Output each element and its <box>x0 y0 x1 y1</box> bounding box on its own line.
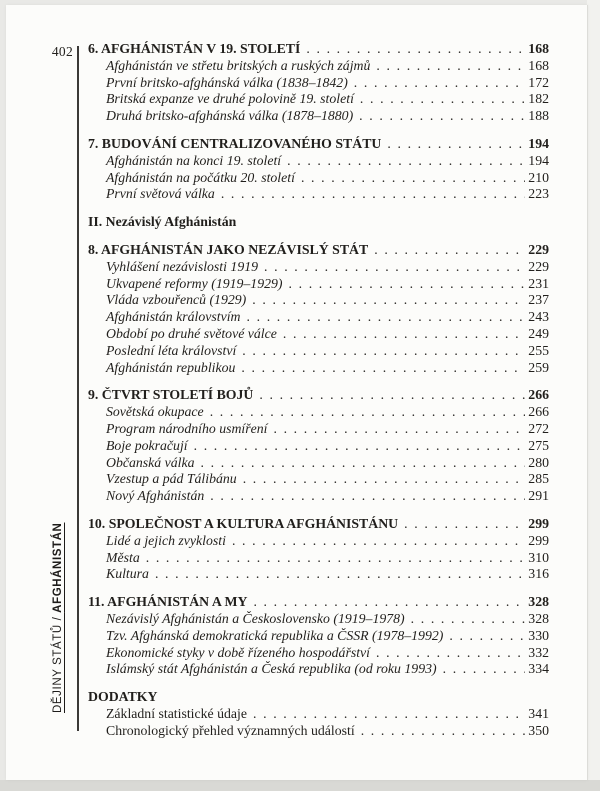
entry-row-label: Ekonomické styky v době řízeného hospodářství <box>106 644 370 660</box>
entry-row-page: 291 <box>528 488 549 504</box>
chapter-row-label: 10. SPOLEČNOST A KULTURA AFGHÁNISTÁNU <box>88 515 399 531</box>
toc <box>88 41 549 739</box>
entry-row-label: Vláda vzbouřenců (1929) <box>106 292 247 308</box>
dot-leader <box>354 75 526 92</box>
entry-row-page: 182 <box>528 91 549 107</box>
entry-row <box>88 550 549 567</box>
entry-row-label: Nový Afghánistán <box>106 488 205 504</box>
entry-row-label: Afghánistán republikou <box>106 359 236 375</box>
dot-leader <box>443 661 526 678</box>
dot-leader <box>361 723 526 740</box>
chapter-row-page: 299 <box>528 515 549 531</box>
entry-row-page: 210 <box>528 169 549 185</box>
chapter-row <box>88 242 549 259</box>
entry-row-page: 259 <box>528 359 549 375</box>
entry-row-page: 272 <box>528 420 549 436</box>
entry-row-label: Islámský stát Afghánistán a Česká republika (od roku 1993) <box>106 661 437 677</box>
entry-row-label: Afghánistán na konci 19. století <box>106 152 282 168</box>
entry-row-page: 168 <box>528 57 549 73</box>
entry-row-page: 237 <box>528 292 549 308</box>
entry-row <box>88 421 549 438</box>
spine-series-label: DĚJINY STÁTŮ / <box>52 612 64 713</box>
entry-row-page: 341 <box>528 705 549 721</box>
entry-row <box>88 153 549 170</box>
dot-leader <box>253 706 525 723</box>
entry-row <box>88 488 549 505</box>
part-heading-label: DODATKY <box>88 689 158 705</box>
entry-row-label: Města <box>106 549 140 565</box>
entry-row <box>88 645 549 662</box>
dot-leader <box>221 186 525 203</box>
dot-leader <box>155 566 525 583</box>
dot-leader <box>146 550 526 567</box>
entry-row-label: Základní statistické údaje <box>106 705 247 721</box>
dot-leader <box>242 343 525 360</box>
dot-leader <box>359 108 525 125</box>
entry-row-page: 275 <box>528 437 549 453</box>
chapter-row-label: 7. BUDOVÁNÍ CENTRALIZOVANÉHO STÁTU <box>88 135 382 151</box>
dot-leader <box>253 594 525 611</box>
dot-leader <box>411 611 526 628</box>
entry-row <box>88 58 549 75</box>
entry-row-page: 223 <box>528 186 549 202</box>
chapter-section <box>88 594 549 678</box>
entry-row-label: Chronologický přehled významných událostí <box>106 722 355 738</box>
entry-row <box>88 108 549 125</box>
entry-row-label: Poslední léta království <box>106 342 237 358</box>
entry-row <box>88 360 549 377</box>
dot-leader <box>404 516 525 533</box>
spine-label <box>52 523 64 713</box>
chapter-section <box>88 136 549 203</box>
entry-row-page: 188 <box>528 108 549 124</box>
part-heading <box>88 689 549 706</box>
scan-edge-bottom <box>0 780 600 791</box>
entry-row-page: 172 <box>528 74 549 90</box>
entry-row <box>88 455 549 472</box>
entry-row <box>88 309 549 326</box>
entry-row <box>88 75 549 92</box>
entry-row-label: Afghánistán královstvím <box>106 309 241 325</box>
entry-row <box>88 326 549 343</box>
dot-leader <box>360 91 525 108</box>
entry-row-page: 249 <box>528 325 549 341</box>
entry-row-page: 266 <box>528 404 549 420</box>
chapter-row <box>88 136 549 153</box>
dot-leader <box>387 136 525 153</box>
entry-row-label: Kultura <box>106 566 149 582</box>
entry-row <box>88 404 549 421</box>
entry-row-page: 243 <box>528 309 549 325</box>
dot-leader <box>194 438 526 455</box>
dot-leader <box>232 533 525 550</box>
dot-leader <box>376 58 525 75</box>
entry-row <box>88 343 549 360</box>
entry-row <box>88 723 549 740</box>
dot-leader <box>301 170 525 187</box>
entry-row-label: Období po druhé světové válce <box>106 325 277 341</box>
book-page <box>6 5 588 780</box>
entry-row <box>88 170 549 187</box>
entry-row-label: Vyhlášení nezávislosti 1919 <box>106 258 259 274</box>
dot-leader <box>289 276 526 293</box>
entry-row-page: 328 <box>528 610 549 626</box>
dot-leader <box>259 387 525 404</box>
chapter-row <box>88 516 549 533</box>
entry-row-label: První britsko-afghánská válka (1838–1842) <box>106 74 348 90</box>
entry-row-label: Afghánistán na počátku 20. století <box>106 169 295 185</box>
dot-leader <box>283 326 525 343</box>
chapter-row-page: 328 <box>528 594 549 610</box>
entry-row <box>88 91 549 108</box>
entry-row-page: 310 <box>528 549 549 565</box>
spine-title-label: AFGHÁNISTÁN <box>52 522 64 613</box>
chapter-section <box>88 387 549 505</box>
entry-row-label: Ukvapené reformy (1919–1929) <box>106 275 283 291</box>
entry-row <box>88 661 549 678</box>
entry-row-page: 299 <box>528 532 549 548</box>
part-section <box>88 689 549 739</box>
part-section <box>88 214 549 231</box>
chapter-section <box>88 242 549 376</box>
dot-leader <box>201 455 526 472</box>
entry-row-label: Lidé a jejich zvyklosti <box>106 532 226 548</box>
chapter-row <box>88 41 549 58</box>
dot-leader <box>210 488 525 505</box>
entry-row-page: 194 <box>528 152 549 168</box>
entry-row-label: Program národního usmíření <box>106 420 268 436</box>
dot-leader <box>243 471 526 488</box>
entry-row <box>88 292 549 309</box>
chapter-row-label: 6. AFGHÁNISTÁN V 19. STOLETÍ <box>88 41 301 56</box>
margin-rule <box>77 46 79 731</box>
entry-row-page: 231 <box>528 275 549 291</box>
entry-row-label: Sovětská okupace <box>106 404 204 420</box>
chapter-row-label: 11. AFGHÁNISTÁN A MY <box>88 594 248 610</box>
scan-edge-right <box>587 0 600 791</box>
chapter-section <box>88 41 549 125</box>
entry-row <box>88 533 549 550</box>
entry-row-label: Boje pokračují <box>106 437 188 453</box>
entry-row-label: Nezávislý Afghánistán a Československo (1919–1978) <box>106 610 405 626</box>
entry-row-page: 330 <box>528 627 549 643</box>
entry-row <box>88 186 549 203</box>
dot-leader <box>273 421 525 438</box>
entry-row-page: 332 <box>528 644 549 660</box>
entry-row-page: 350 <box>528 722 549 738</box>
dot-leader <box>247 309 526 326</box>
chapter-row-label: 8. AFGHÁNISTÁN JAKO NEZÁVISLÝ STÁT <box>88 241 369 257</box>
entry-row <box>88 611 549 628</box>
chapter-row-page: 229 <box>528 241 549 257</box>
entry-row <box>88 259 549 276</box>
dot-leader <box>287 153 525 170</box>
chapter-row <box>88 387 549 404</box>
entry-row-page: 285 <box>528 471 549 487</box>
dot-leader <box>252 292 525 309</box>
entry-row-label: První světová válka <box>106 186 215 202</box>
entry-row <box>88 471 549 488</box>
entry-row-page: 255 <box>528 342 549 358</box>
dot-leader <box>376 645 525 662</box>
entry-row-label: Afghánistán ve střetu britských a ruských zájmů <box>106 57 371 73</box>
entry-row <box>88 566 549 583</box>
entry-row-label: Britská expanze ve druhé polovině 19. století <box>106 91 354 107</box>
entry-row-label: Vzestup a pád Tálibánu <box>106 471 237 487</box>
entry-row <box>88 706 549 723</box>
chapter-row-label: 9. ČTVRT STOLETÍ BOJŮ <box>88 387 254 403</box>
part-heading-label: II. Nezávislý Afghánistán <box>88 214 237 230</box>
entry-row <box>88 438 549 455</box>
part-heading <box>88 214 549 231</box>
entry-row-page: 280 <box>528 454 549 470</box>
dot-leader <box>210 404 526 421</box>
entry-row-page: 334 <box>528 661 549 677</box>
dot-leader <box>241 360 525 377</box>
page-number: 402 <box>51 44 73 59</box>
entry-row-page: 316 <box>528 566 549 582</box>
entry-row <box>88 276 549 293</box>
dot-leader <box>306 41 525 58</box>
entry-row-label: Občanská válka <box>106 454 195 470</box>
chapter-row-page: 266 <box>528 387 549 403</box>
entry-row <box>88 628 549 645</box>
dot-leader <box>449 628 525 645</box>
dot-leader <box>264 259 525 276</box>
chapter-row <box>88 594 549 611</box>
dot-leader <box>374 242 525 259</box>
chapter-row-page: 168 <box>528 41 549 56</box>
chapter-section <box>88 516 549 583</box>
entry-row-label: Druhá britsko-afghánská válka (1878–1880) <box>106 108 354 124</box>
chapter-row-page: 194 <box>528 135 549 151</box>
entry-row-label: Tzv. Afghánská demokratická republika a ČSSR (1978–1992) <box>106 627 444 643</box>
entry-row-page: 229 <box>528 258 549 274</box>
